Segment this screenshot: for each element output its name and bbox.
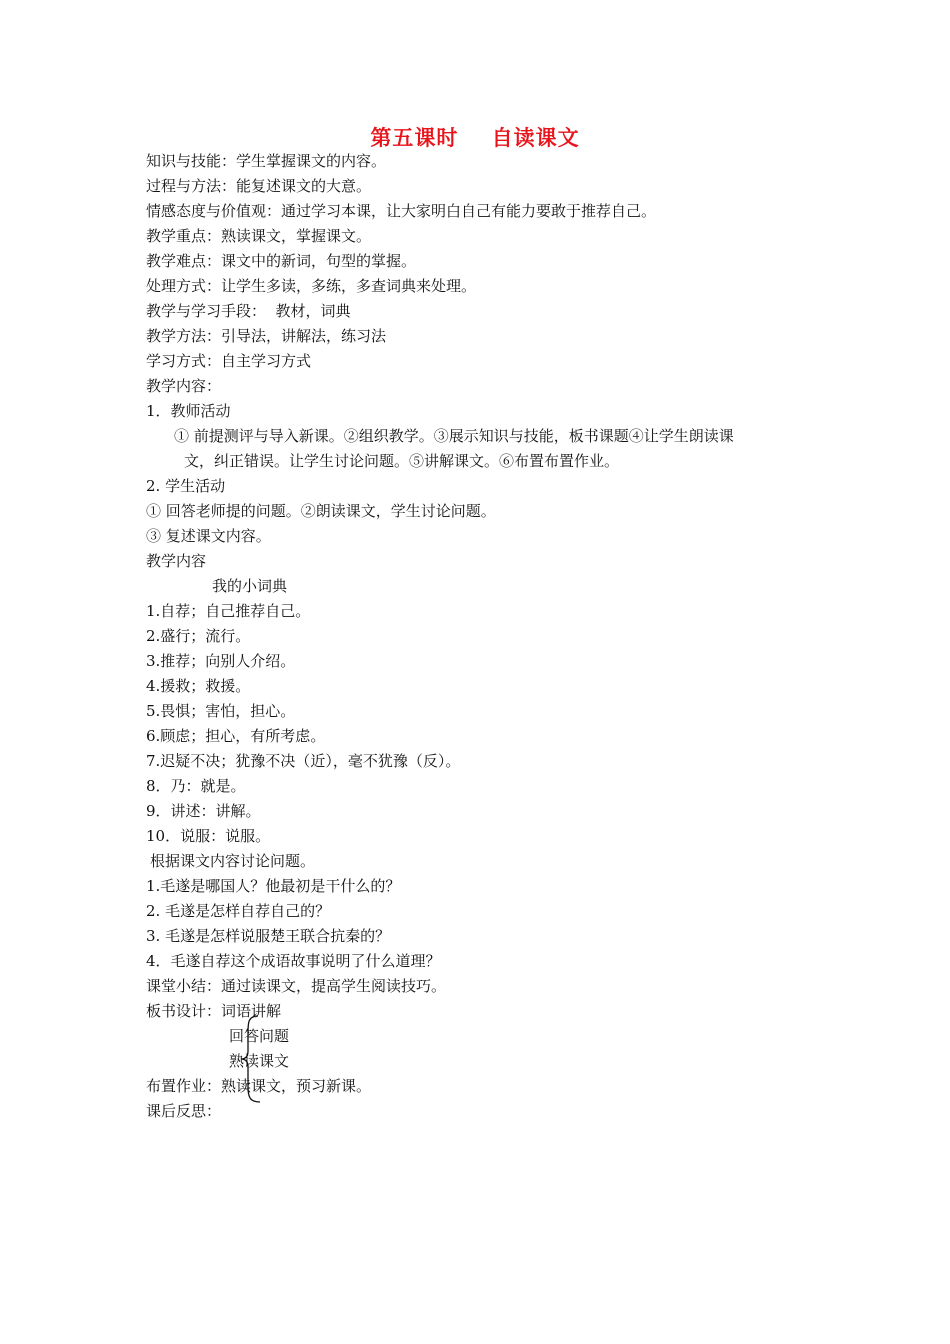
text-line: 板书设计：词语讲解 bbox=[146, 1002, 282, 1020]
text-line: 9．讲述：讲解。 bbox=[146, 802, 261, 820]
text-line: 教学重点：熟读课文，掌握课文。 bbox=[146, 227, 372, 245]
text-line: 1．教师活动 bbox=[146, 402, 231, 420]
text-line: 学习方式：自主学习方式 bbox=[146, 352, 312, 370]
text-line: 布置作业：熟读课文，预习新课。 bbox=[146, 1077, 372, 1095]
text-line: 过程与方法：能复述课文的大意。 bbox=[146, 177, 372, 195]
text-line: 5.畏惧；害怕，担心。 bbox=[146, 702, 296, 720]
text-line: ① 回答老师提的问题。②朗读课文，学生讨论问题。 bbox=[146, 502, 496, 520]
text-line: 1.自荐；自己推荐自己。 bbox=[146, 602, 311, 620]
text-line: 课堂小结：通过读课文，提高学生阅读技巧。 bbox=[146, 977, 447, 995]
text-line: 教学内容： bbox=[146, 377, 222, 395]
text-line: 4．毛遂自荐这个成语故事说明了什么道理？ bbox=[146, 952, 441, 970]
text-line: 熟读课文 bbox=[229, 1052, 290, 1070]
text-line: 教学难点：课文中的新词，句型的掌握。 bbox=[146, 252, 417, 270]
text-line: 8．乃：就是。 bbox=[146, 777, 246, 795]
text-line: 处理方式：让学生多读，多练，多查词典来处理。 bbox=[146, 277, 477, 295]
text-line: 我的小词典 bbox=[212, 577, 288, 595]
text-line: 10．说服：说服。 bbox=[146, 827, 271, 845]
text-line: 课后反思： bbox=[146, 1102, 222, 1120]
text-line: 根据课文内容讨论问题。 bbox=[150, 852, 316, 870]
text-line: 情感态度与价值观：通过学习本课，让大家明白自己有能力要敢于推荐自己。 bbox=[146, 202, 657, 220]
text-line: 7.迟疑不决；犹豫不决（近），毫不犹豫（反）。 bbox=[146, 752, 461, 770]
board-design-brace bbox=[236, 1015, 266, 1103]
text-line: 3. 毛遂是怎样说服楚王联合抗秦的？ bbox=[146, 927, 391, 945]
text-line: 2.盛行；流行。 bbox=[146, 627, 251, 645]
text-line: 回答问题 bbox=[229, 1027, 290, 1045]
text-line: 文，纠正错误。让学生讨论问题。⑤讲解课文。⑥布置布置作业。 bbox=[184, 452, 620, 470]
text-line: ① 前提测评与导入新课。②组织教学。③展示知识与技能，板书课题④让学生朗读课 bbox=[174, 427, 734, 445]
text-line: 6.顾虑；担心，有所考虑。 bbox=[146, 727, 326, 745]
text-line: 知识与技能：学生掌握课文的内容。 bbox=[146, 152, 387, 170]
page-title: 第五课时 自读课文 bbox=[370, 126, 580, 150]
text-line: 教学内容 bbox=[146, 552, 207, 570]
text-line: 4.援救；救援。 bbox=[146, 677, 251, 695]
text-line: 3.推荐；向别人介绍。 bbox=[146, 652, 296, 670]
text-line: 教学方法：引导法，讲解法，练习法 bbox=[146, 327, 387, 345]
text-line: 1.毛遂是哪国人？他最初是干什么的？ bbox=[146, 877, 401, 895]
text-line: 教学与学习手段： 教材，词典 bbox=[146, 302, 351, 320]
text-line: 2. 毛遂是怎样自荐自己的？ bbox=[146, 902, 331, 920]
text-line: ③ 复述课文内容。 bbox=[146, 527, 271, 545]
text-line: 2. 学生活动 bbox=[146, 477, 226, 495]
